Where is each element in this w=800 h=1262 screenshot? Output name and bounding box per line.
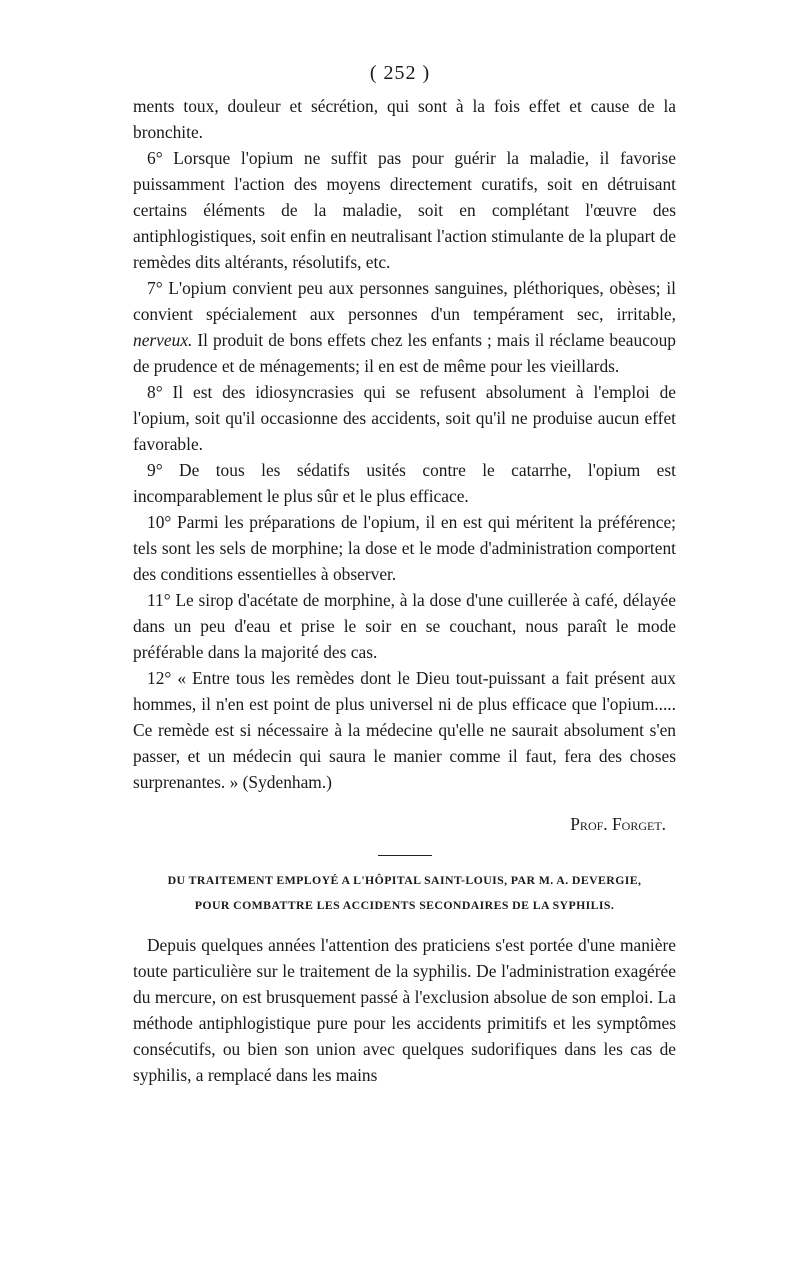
paragraph-item-9: 9° De tous les sédatifs usités contre le catarrhe, l'opium est incomparablement le plus sûr et le plus efficace. bbox=[133, 460, 676, 506]
closing-paragraph: Depuis quelques années l'attention des praticiens s'est portée d'une manière toute particulière sur le traitement de la syphilis. De l'administration exagérée du mercure, on est brusquement passé à l'exclusion absolue de son emploi. La méthode antiphlogistique pure pour les accidents primitifs et les symptômes consécutifs, ou bien son union avec quelques sudorifiques dans les cas de syphilis, a remplacé dans les mains bbox=[133, 935, 676, 1085]
author-signature bbox=[133, 811, 676, 837]
page-number: ( 252 ) bbox=[369, 62, 431, 84]
section-heading-line-2: POUR COMBATTRE LES ACCIDENTS SECONDAIRES DE LA SYPHILIS. bbox=[194, 898, 615, 912]
paragraph-item-7-after: Il produit de bons effets chez les enfants ; mais il réclame beaucoup de prudence et de ménagements; il en est de même pour les vieillards. bbox=[133, 330, 676, 376]
paragraph-item-6: 6° Lorsque l'opium ne suffit pas pour guérir la maladie, il favorise puissamment l'action des moyens directement curatifs, soit en détruisant certains éléments de la maladie, soit en complétant l'œuvre des antiphlogistiques, soit enfin en neutralisant l'action stimulante de la plupart de remèdes dits altérants, résolutifs, etc. bbox=[133, 148, 676, 272]
paragraph-item-11: 11° Le sirop d'acétate de morphine, à la dose d'une cuillerée à café, délayée dans un peu d'eau et prise le soir en se couchant, nous paraît le mode préférable dans la majorité des cas. bbox=[133, 590, 676, 662]
section-heading-line-1: DU TRAITEMENT EMPLOYÉ A L'HÔPITAL SAINT-LOUIS, PAR M. A. DEVERGIE, bbox=[167, 873, 642, 887]
signature-text: Prof. Forget. bbox=[570, 814, 666, 834]
section-divider bbox=[378, 855, 432, 856]
paragraph-item-10: 10° Parmi les préparations de l'opium, il en est qui méritent la préférence; tels sont les sels de morphine; la dose et le mode d'administration comportent des conditions essentielles à observer. bbox=[133, 512, 676, 584]
paragraph-item-7-italic: nerveux. bbox=[133, 330, 193, 350]
paragraph-item-12: 12° « Entre tous les remèdes dont le Dieu tout-puissant a fait présent aux hommes, il n'en est point de plus universel ni de plus efficace que l'opium..... Ce remède est si nécessaire à la médecine qu'elle ne saurait absolument s'en passer, et un médecin qui saura le manier comme il faut, fera des choses surprenantes. » (Sydenham.) bbox=[133, 668, 676, 792]
paragraph-item-8: 8° Il est des idiosyncrasies qui se refusent absolument à l'emploi de l'opium, soit qu'il occasionne des accidents, soit qu'il ne produise aucun effet favorable. bbox=[133, 382, 676, 454]
body-text bbox=[133, 93, 676, 1088]
section-heading bbox=[133, 868, 676, 918]
paragraph-continuation: ments toux, douleur et sécrétion, qui sont à la fois effet et cause de la bronchite. bbox=[133, 96, 676, 142]
paragraph-item-7 bbox=[133, 275, 676, 379]
paragraph-item-7-before: 7° L'opium convient peu aux personnes sanguines, pléthoriques, obèses; il convient spécialement aux personnes d'un tempérament sec, irritable, bbox=[133, 278, 676, 324]
